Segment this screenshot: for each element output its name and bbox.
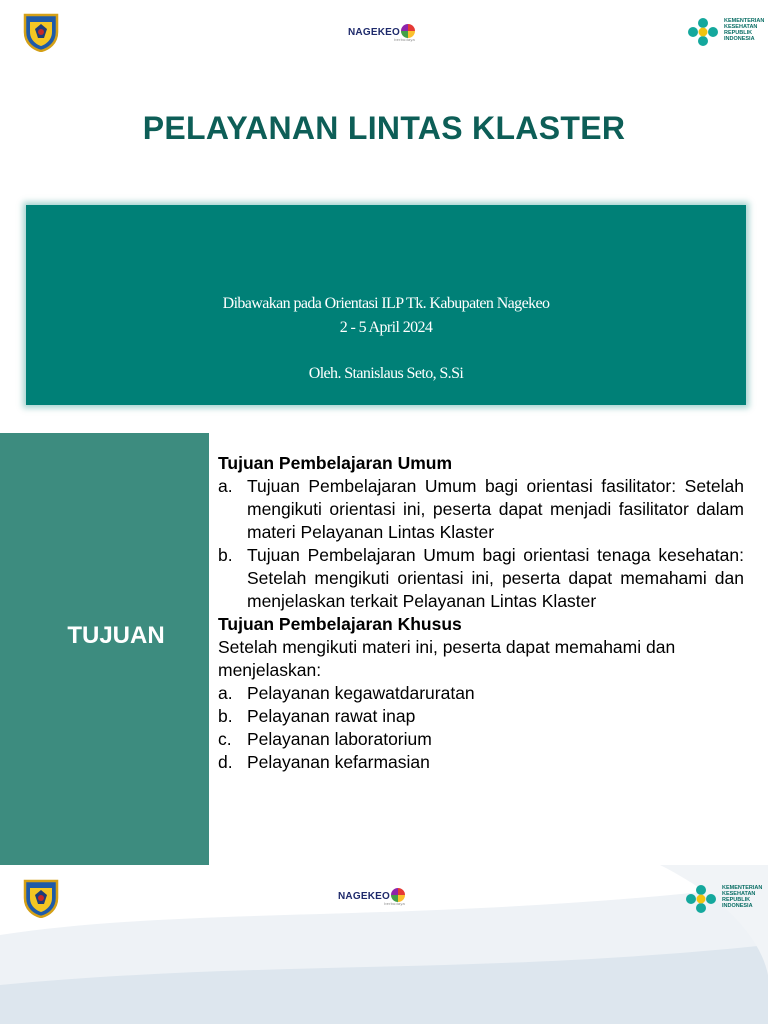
nagekeo-logo-mark	[391, 888, 405, 902]
side-panel-label: TUJUAN	[67, 622, 165, 649]
footer-logo-row	[0, 874, 768, 934]
specific-objective-item	[218, 705, 744, 728]
general-objective-item	[218, 544, 744, 613]
specific-objectives-intro: Setelah mengikuti materi ini, peserta dapat memahami dan menjelaskan:	[218, 637, 676, 680]
kemenkes-logo-text: KEMENTERIAN KESEHATAN REPUBLIK INDONESIA	[724, 18, 765, 42]
header-logo-row	[0, 8, 768, 68]
specific-objective-item	[218, 682, 744, 705]
nagekeo-brand-logo	[348, 24, 415, 42]
nagekeo-logo-text: NAGEKEO	[348, 27, 400, 38]
nagekeo-logo-tag: berbudaya	[384, 901, 405, 906]
list-item-text: Tujuan Pembelajaran Umum bagi orientasi fasilitator: Setelah mengikuti orientasi ini, peserta dapat menjadi fasilitator dalam materi Pelayanan Lintas Klaster	[247, 476, 744, 542]
nagekeo-logo-mark	[401, 24, 415, 38]
list-marker: b.	[218, 545, 233, 565]
presenter-banner	[26, 205, 746, 405]
list-marker: c.	[218, 729, 232, 749]
list-marker: d.	[218, 752, 233, 772]
kemenkes-icon	[684, 884, 718, 914]
list-marker: b.	[218, 706, 233, 726]
list-marker: a.	[218, 683, 233, 703]
list-item-text: Tujuan Pembelajaran Umum bagi orientasi tenaga kesehatan: Setelah mengikuti orientasi ini, peserta dapat memahami dan menjelaskan terkait Pelayanan Lintas Klaster	[247, 545, 744, 611]
banner-date-line: 2 - 5 April 2024	[339, 319, 433, 336]
specific-objective-item	[218, 751, 744, 774]
list-item-text: Pelayanan kegawatdaruratan	[247, 683, 475, 703]
banner-event-line: Dibawakan pada Orientasi ILP Tk. Kabupaten Nagekeo	[222, 295, 550, 312]
nagekeo-brand-logo	[338, 888, 405, 906]
nagekeo-logo-tag: berbudaya	[394, 37, 415, 42]
nagekeo-crest-logo	[22, 12, 60, 52]
nagekeo-crest-logo	[22, 878, 60, 918]
specific-objectives-heading: Tujuan Pembelajaran Khusus	[218, 614, 462, 634]
list-item-text: Pelayanan rawat inap	[247, 706, 416, 726]
page-title: PELAYANAN LINTAS KLASTER	[142, 110, 626, 146]
objectives-content	[218, 452, 744, 774]
list-item-text: Pelayanan laboratorium	[247, 729, 432, 749]
banner-presenter-line: Oleh. Stanislaus Seto, S.Si	[308, 365, 464, 382]
nagekeo-logo-text: NAGEKEO	[338, 891, 390, 902]
kemenkes-icon	[686, 17, 720, 47]
list-marker: a.	[218, 476, 233, 496]
specific-objective-item	[218, 728, 744, 751]
list-item-text: Pelayanan kefarmasian	[247, 752, 430, 772]
general-objectives-heading: Tujuan Pembelajaran Umum	[218, 453, 453, 473]
general-objective-item	[218, 475, 744, 544]
kemenkes-logo-text: KEMENTERIAN KESEHATAN REPUBLIK INDONESIA	[722, 885, 763, 909]
